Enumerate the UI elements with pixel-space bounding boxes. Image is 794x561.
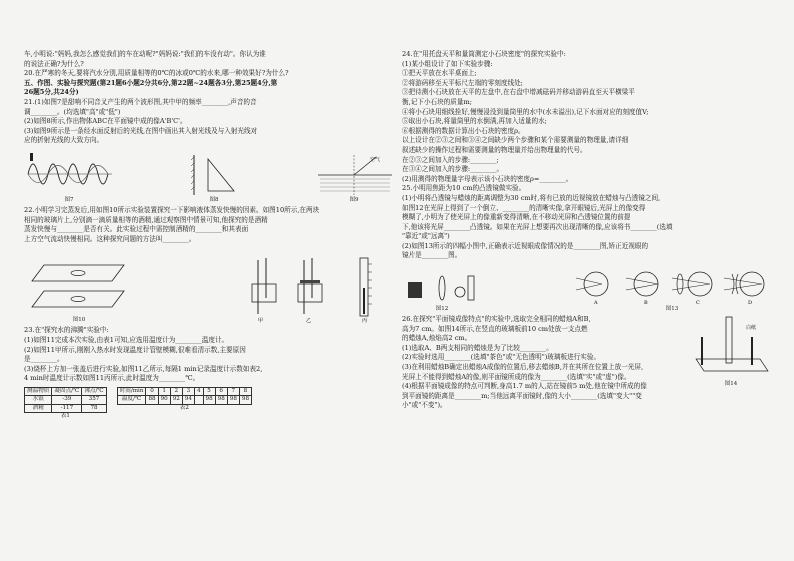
text-line: 是________。 [24,355,64,364]
text-line: (3)在利用蜡烛B确定出蜡烛A成像的位置后,移去蜡烛B,并在其所在位置上放一光屏, [402,363,644,372]
text-line: (4)根据平面镜成像的特点可判断,身高1.7 m的人,站在镜前5 m处,他在镜中所成的像 [402,382,647,391]
text-line: 的蜡烛A,烛焰高2 cm。 [402,334,472,343]
q22-block [24,206,394,244]
label-jia: 甲 [258,318,264,325]
text-line: (2)如图13所示的四幅小图中,正确表示近视眼成像情况的是________图,矫正近视眼的 [402,241,649,250]
tables-row [24,387,394,421]
diagram-c-label: C [696,300,700,307]
t2-cell: 98 [215,396,227,405]
q25-block [402,184,772,261]
t2-cell: 98 [227,396,239,405]
white-paper-label: 白纸 [746,325,757,332]
glass-slides-figure [24,255,134,317]
text-line: 在②③之间加入的步骤:________; [402,155,499,164]
text-line: (2)如图11甲所示,刚刚入热水时发现温度计管壁模糊,很难看清示数,主要原因 [24,345,246,354]
label-yi: 乙 [306,318,312,325]
t2-header: 5 [203,387,215,396]
figure-9-caption: 图9 [349,196,359,203]
text-line: 车,小明说:"妈妈,我怎么感觉我们的车在动呢?"妈妈说:"我们的车没有动"。你认为谁 [24,50,266,58]
text-line: 应的折射光线的大致方向。 [24,136,104,145]
figure-13-caption: 图13 [665,306,679,313]
figure-13 [572,266,772,313]
label-bing: 丙 [362,318,368,325]
t2-header: 时间/min [117,387,146,396]
t2-header: 6 [215,387,227,396]
waveform-figure [24,151,114,197]
t1-header: 沸点/℃ [82,387,106,396]
q26-wrap [402,315,772,411]
t1-cell: 水银 [25,396,52,405]
text-line: ④将小石块用细线拴好,慢慢浸没到量筒里的水中(水未溢出),记下水面对应的刻度值V; [402,107,649,116]
text-line: 下,他该将光屏________凸透镜。如果在光屏上想要再次出现清晰的像,应该将书________(选填 [402,222,673,231]
text-line: 以上设计在②③之间和③④之间缺少两个步骤和某个需要测量的物理量,请详细 [402,136,629,145]
text-line: 26题5分,共24分) [24,88,79,97]
text-line: 20.在严寒的冬天,要将汽水分别,用质量相等的0℃的冰或0℃的水来,哪一种效果好?为什么? [24,69,289,78]
t2-cell: 98 [203,396,215,405]
t2-header: 1 [158,387,170,396]
t2-cell: 88 [146,396,158,405]
t1-header: 测温物质 [25,387,52,396]
text-line: ⑤取出小石块,将量筒里的水倒满,再加入适量的水; [402,117,547,126]
text-line: (1)小明将凸透镜与蜡烛的距离调整为30 cm时,将有已放的近视镜放在蜡烛与凸透镜之间, [402,193,661,202]
text-line: (2)如图8所示,作出物体ABC在平面镜中成的像A'B'C'。 [24,117,187,126]
q21-block [24,98,394,146]
t1-cell: -117 [52,404,82,413]
diagram-b-label: B [644,300,648,307]
text-line: 五、作图、实验与探究题(第21题6小题2分共6分,第22题~24题各3分,第25题4分,第 [24,78,278,87]
table-1 [24,387,107,414]
text-line: 在③④之间加入的步骤:________。 [402,165,504,174]
figure-row-10-11 [24,246,394,324]
air-label: 空气 [370,156,381,163]
t2-header: 3 [182,387,194,396]
left-column [24,50,394,420]
text-line: (1)如图11完成本次实验,由表1可知,应选用温度计为________温度计。 [24,335,229,344]
text-line: 上方空气流动快慢相同。这种探究问题的方法叫________。 [24,234,196,243]
q20-block [24,69,394,98]
table-1-caption: 表1 [60,413,70,420]
figure-12 [402,268,482,313]
mirror-triangle-figure [184,151,244,197]
text-line: 衡,记下小石块的质量m; [402,97,472,106]
right-column [402,50,772,411]
q24-block [402,50,772,184]
text-line: (2)实验时选用________(选填"茶色"或"无色透明")玻璃板进行实验。 [402,353,601,362]
plane-mirror-figure [690,309,772,381]
text-line: 21.(1)如图7是甜响不同音叉产生的两个波形图,其中甲的频率________,声音的音 [24,97,257,106]
t1-cell: -39 [52,396,82,405]
t1-header: 凝固点/℃ [52,387,82,396]
text-line: 的说法正确?为什么? [24,59,84,68]
t2-cell: 94 [182,396,194,405]
text-line: (1)某小组设计了如下实验步骤: [402,59,493,68]
t2-header: 4 [194,387,203,396]
text-line: (3)烧杯上方加一张盖后进行实验,如图11乙所示,每隔1 min记录温度计示数如表2, [24,364,263,373]
text-line: 22.小明学习完蒸发后,用如图10所示实验装置探究一下影响液体蒸发快慢的因素。如图10所示,在两块 [24,205,320,214]
t2-cell [194,396,203,405]
table-2-caption: 表2 [179,404,189,411]
refraction-figure [314,151,394,197]
q19-continuation [24,50,394,69]
text-line: 调________。(均选填"高"或"低") [24,107,121,116]
figure-7-caption: 图7 [64,196,74,203]
text-line: 蒸发快慢与________是否有关。此实验过程中需控制酒精的________和其表面 [24,225,249,234]
t2-header: 7 [227,387,239,396]
text-line: 24.在"用托盘天平和量筒测定小石块密度"的探究实验中: [402,50,566,58]
text-line: (3)如图9所示是一条经水面反射后的光线,在图中画出其入射光线及与入射光线对 [24,126,258,135]
figure-7 [24,151,114,204]
figure-11 [244,254,394,324]
t1-cell: 78 [82,404,106,413]
t2-cell: 98 [239,396,251,405]
text-line: 4 min时温度计示数如图11丙所示,此时温度为________℃。 [24,374,200,383]
boiling-apparatus-figure [244,254,394,324]
table-2-wrap [117,387,252,412]
t2-header: 2 [170,387,182,396]
figure-14-caption: 图14 [724,381,738,388]
text-line: ①把天平放在水平桌面上; [402,69,477,78]
t2-row-label: 温度/℃ [117,396,146,405]
text-line: "靠近"或"远离") [402,232,450,241]
text-line: ③把待测小石块放在天平的左盘中,在右盘中增减砝码并移动游码直至天平横梁平 [402,88,635,97]
q23-block [24,326,394,384]
figure-9 [314,151,394,204]
table-2 [117,387,252,405]
text-line: 23.在"探究水的沸腾"实验中: [24,326,109,335]
diagram-d-label: D [748,300,753,307]
figure-row-7-9 [24,148,394,204]
text-line: 如图12在光屏上得到了一个倒立、________的清晰实像,拿开眼镜后,光屏上的像变得 [402,203,646,212]
t2-cell: 92 [170,396,182,405]
figure-12-caption: 图12 [435,306,449,313]
eye-diagrams-figure [572,266,772,306]
text-line: 到平面镜的距离是________m;当他远离平面镜时,像的大小________(选填"变大""变 [402,391,642,400]
t2-header: 0 [146,387,158,396]
diagram-a-label: A [594,300,598,307]
text-line: 26.在探究"平面镜成像特点"的实验中,选取完全相同的蜡烛A和B, [402,315,591,324]
text-line: 光屏上不能得到蜡烛A的像,则平面镜所成的像为________(选填"实"或"虚")像。 [402,372,631,381]
text-line: 模糊了,小明为了使光屏上的像重新变得清晰,在不移动光屏和凸透镜位置的前提 [402,213,631,222]
t1-cell: 357 [82,396,106,405]
t2-cell: 90 [158,396,170,405]
text-line: 小"或"不变")。 [402,401,447,410]
text-line: (2)用测得的物理量字母表示该小石块的密度ρ=________。 [402,174,573,183]
text-line: 叙述缺少的操作过程和需要测量的物理量并给出物理量的代号。 [402,145,587,154]
t1-cell: 酒精 [25,404,52,413]
figure-8-caption: 图8 [209,196,219,203]
text-line: (1)选取A、B两支相同的蜡烛是为了比较________。 [402,343,553,352]
figure-10-caption: 图10 [72,317,86,324]
text-line: 镜片是________图。 [402,251,462,260]
lens-bench-figure [402,268,482,306]
text-line: 25.小明用焦距为10 cm的凸透镜做实验。 [402,184,526,193]
figure-14 [690,309,772,388]
text-line: ②将游码移至天平标尺左端的零刻度线处; [402,78,523,87]
text-line: 相同的玻璃片上,分别滴一滴质量相等的酒精,通过观察图中情景可知,他探究的是酒精 [24,215,268,224]
figure-10 [24,255,134,324]
figure-row-12-13 [402,263,772,313]
t2-header: 8 [239,387,251,396]
text-line: ⑥根据测得的数据计算出小石块的密度ρ。 [402,126,525,135]
text-line: 高为7 cm。如图14所示,在竖直的玻璃板前10 cm处放一支点燃 [402,324,588,333]
table-1-wrap [24,387,107,421]
figure-8 [184,151,244,204]
